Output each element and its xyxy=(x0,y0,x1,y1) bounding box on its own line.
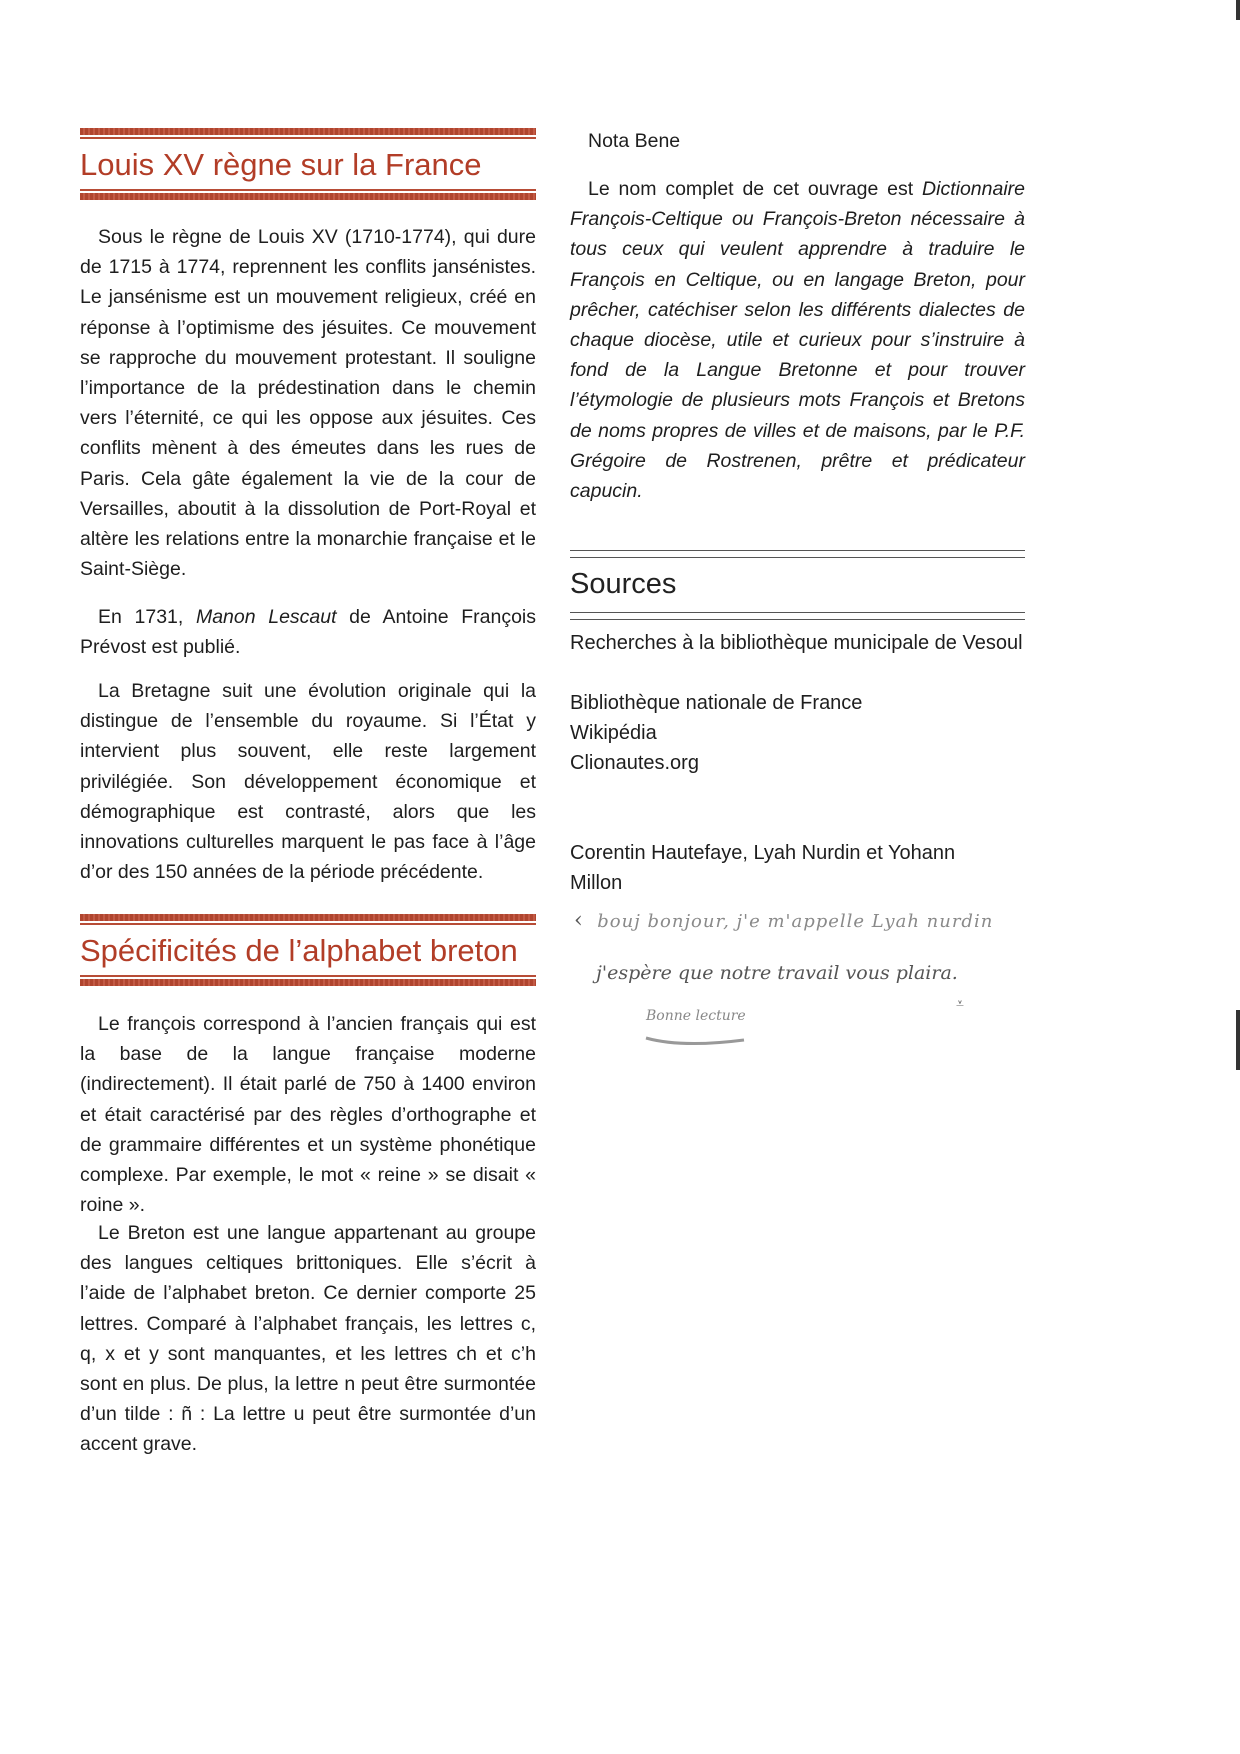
heading-rule-top xyxy=(80,914,536,921)
source-item: Recherches à la bibliothèque municipale de Vesoul xyxy=(570,632,1023,654)
text-run: de Antoine François Prévost est publié. xyxy=(80,606,537,659)
sources-rule-top xyxy=(570,550,1025,558)
handwritten-line-1: bouj bonjour, j'e m'appelle Lyah nurdin xyxy=(597,911,994,932)
nota-bene-heading: Nota Bene xyxy=(588,130,681,152)
nota-bene-text xyxy=(570,174,1025,506)
section-title-louis: Louis XV règne sur la France xyxy=(80,147,482,182)
sources-rule-bottom xyxy=(570,612,1025,620)
heading-rule-bottom xyxy=(80,979,536,986)
text-run: En 1731, xyxy=(98,606,196,628)
authors: Corentin Hautefaye, Lyah Nurdin et Yohann Millon xyxy=(570,842,956,894)
section-title-alphabet: Spécificités de l’alphabet breton xyxy=(80,933,518,968)
book-full-title: Dictionnaire François-Celtique ou François-Breton nécessaire à tous ceux qui veulent apprendre à traduire le François en Celtique, ou en langage Breton, pour prêcher, catéchiser selon les différents dialectes de chaque diocèse, utile et curieux pour s’instruire à fond de la Langue Bretonne et pour trouver l’étymologie de plusieurs mots François et Bretons de noms propres de villes et de maisons, par le P.F. Grégoire de Rostrenen, prêtre et prédicateur capucin. xyxy=(570,178,1025,503)
scan-edge-mark xyxy=(1236,1010,1240,1070)
heading-rule-bottom-thin xyxy=(80,189,536,191)
alphabet-paragraph-1: Le françois correspond à l’ancien français qui est la base de la langue française moderne (indirectement). Il était parlé de 750 à 1400 environ et était caractérisé par des règles d’orthographe et de grammaire différentes et un système phonétique complexe. Par exemple, le mot « reine » se disait « roine ». xyxy=(80,1013,536,1217)
heading-rule-bottom-thin xyxy=(80,975,536,977)
louis-paragraph-1: Sous le règne de Louis XV (1710-1774), qui dure de 1715 à 1774, reprennent les conflits jansénistes. Le jansénisme est un mouvement religieux, créé en réponse à l’optimisme des jésuites. Ce mouvement se rapproche du mouvement protestant. Il souligne l’importance de la prédestination dans le chemin vers l’éternité, ce qui les oppose aux jésuites. Ces conflits mènent à des émeutes dans les rues de Paris. Cela gâte également la vie de la cour de Versailles, aboutit à la dissolution de Port-Royal et altère les relations entre la monarchie française et le Saint-Siège. xyxy=(80,226,536,581)
source-item: Clionautes.org xyxy=(570,752,699,774)
heading-rule-bottom xyxy=(80,193,536,200)
handwritten-mark-icon: ⩡ xyxy=(956,996,964,1012)
handwritten-greeting xyxy=(574,908,993,933)
handwritten-line-2: j'espère que notre travail vous plaira. xyxy=(596,962,958,984)
louis-paragraph-2 xyxy=(80,602,536,662)
sources-title: Sources xyxy=(570,568,677,600)
text-run: Le nom complet de cet ouvrage est xyxy=(588,178,923,200)
handwritten-arrow-icon: ‹ xyxy=(574,908,584,933)
source-item: Bibliothèque nationale de France xyxy=(570,692,863,714)
louis-paragraph-3: La Bretagne suit une évolution originale qui la distingue de l’ensemble du royaume. Si l’État y intervient plus souvent, elle reste largement privilégiée. Son développement économique et démographique est contrasté, alors que les innovations culturelles marquent le pas face à l’âge d’or des 150 années de la période précédente. xyxy=(80,680,536,884)
handwritten-underline-icon xyxy=(642,1030,752,1050)
section-heading-alphabet xyxy=(80,914,536,986)
scan-edge-mark xyxy=(1236,0,1240,20)
section-heading-louis xyxy=(80,128,536,200)
source-item: Wikipédia xyxy=(570,722,657,744)
handwritten-line-3: Bonne lecture xyxy=(646,1008,746,1024)
book-title-manon: Manon Lescaut xyxy=(195,606,337,628)
alphabet-paragraph-2: Le Breton est une langue appartenant au groupe des langues celtiques brittoniques. Elle s’écrit à l’aide de l’alphabet breton. Ce dernier comporte 25 lettres. Comparé à l’alphabet français, les lettres c, q, x et y sont manquantes, et les lettres ch et c’h sont en plus. De plus, la lettre n peut être surmontée d’un tilde : ñ : La lettre u peut être surmontée d’un accent grave. xyxy=(80,1222,536,1456)
heading-rule-top xyxy=(80,128,536,135)
